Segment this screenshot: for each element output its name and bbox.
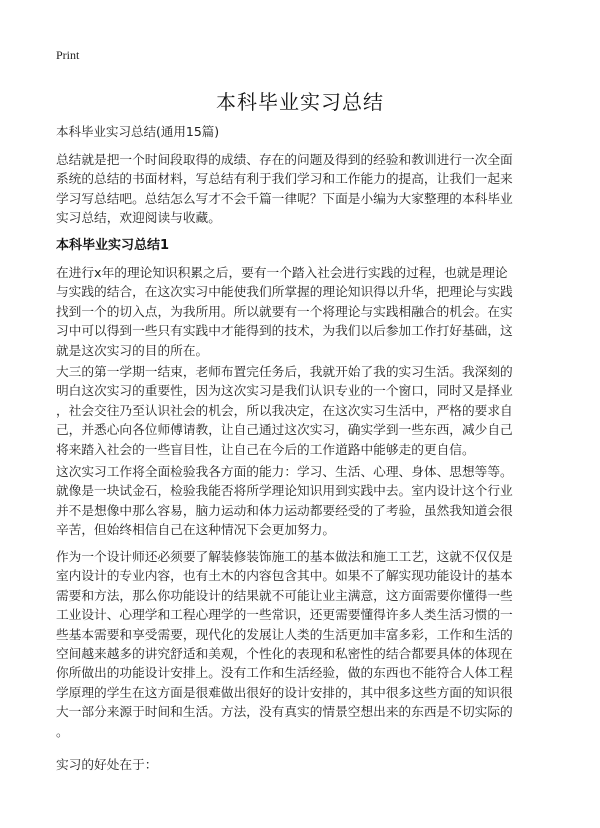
text-line: 并不是想像中那么容易，脑力运动和体力运动都要经受的了考验，虽然我知道会很 bbox=[56, 502, 513, 518]
text-line: 系统的总结的书面材料，写总结有利于我们学习和工作能力的提高，让我们一起来 bbox=[56, 171, 513, 187]
text-line: 将来踏入社会的一些盲目性，让自己在今后的工作道路中能够走的更自信。 bbox=[56, 441, 475, 457]
text-line: 总结就是把一个时间段取得的成绩、存在的问题及得到的经验和教训进行一次全面 bbox=[56, 152, 513, 167]
text-line: 工业设计、心理学和工程心理学的一些常识，还更需要懂得许多人类生活习惯的一 bbox=[56, 607, 513, 623]
body-paragraph-1 bbox=[56, 263, 556, 360]
text-line: 己，并悉心向各位师傅请教，让自己通过这次实习，确实学到一些东西，减少自己 bbox=[56, 422, 513, 438]
text-line: 学习写总结吧。总结怎么写才不会千篇一律呢？下面是小编为大家整理的本科毕业 bbox=[56, 190, 513, 206]
text-line: 实习总结，欢迎阅读与收藏。 bbox=[56, 210, 221, 226]
text-line: ，社会交往乃至认识社会的机会，所以我决定，在这次实习生活中，严格的要求自 bbox=[56, 402, 513, 418]
text-line: 辛苦，但始终相信自己在这种情况下会更加努力。 bbox=[56, 522, 336, 538]
text-line: 作为一个设计师还必须要了解装修装饰施工的基本做法和施工工艺，这就不仅仅是 bbox=[56, 549, 513, 564]
body-paragraph-5 bbox=[56, 755, 556, 774]
text-line: 就像是一块试金石，检验我能否将所学理论知识用到实践中去。室内设计这个行业 bbox=[56, 483, 513, 499]
text-line: 找到一个的切入点，为我所用。所以就要有一个将理论与实践相融合的机会。在实 bbox=[56, 303, 513, 319]
text-line: 与实践的结合，在这次实习中能使我们所掌握的理论知识得以升华，把理论与实践 bbox=[56, 284, 513, 300]
text-line: 大三的第一学期一结束，老师布置完任务后，我就开始了我的实习生活。我深刻的 bbox=[56, 364, 513, 379]
print-label: Print bbox=[56, 48, 80, 62]
text-line: 明白这次实习的重要性，因为这次实习是我们认识专业的一个窗口，同时又是择业 bbox=[56, 383, 513, 399]
text-line: 些基本需要和享受需要，现代化的发展让人类的生活更加丰富多彩，工作和生活的 bbox=[56, 626, 513, 642]
intro-paragraph bbox=[56, 150, 556, 228]
text-line: 你所做出的功能设计安排上。没有工作和生活经验，做的东西也不能符合人体工程 bbox=[56, 665, 513, 681]
text-line: 实习的好处在于： bbox=[56, 757, 158, 772]
body-paragraph-2 bbox=[56, 362, 556, 459]
document-title: 本科毕业实习总结 bbox=[216, 90, 384, 114]
body-paragraph-4 bbox=[56, 547, 556, 741]
text-line: 大一部分来源于时间和生活。方法，没有真实的情景空想出来的东西是不切实际的 bbox=[56, 704, 513, 720]
text-line: 这次实习工作将全面检验我各方面的能力：学习、生活、心理、身体、思想等等。 bbox=[56, 464, 513, 479]
text-line: 。 bbox=[56, 723, 69, 739]
body-paragraph-3 bbox=[56, 462, 556, 540]
text-line: 需要和方法，那么你功能设计的结果就不可能让业主满意，这方面需要你懂得一些 bbox=[56, 587, 513, 603]
document-subtitle: 本科毕业实习总结(通用15篇) bbox=[56, 124, 220, 139]
text-line: 在进行x年的理论知识积累之后，要有一个踏入社会进行实践的过程，也就是理论 bbox=[56, 265, 508, 280]
text-line: 空间越来越多的讲究舒适和美观，个性化的表现和私密性的结合都要具体的体现在 bbox=[56, 646, 513, 662]
text-line: 学原理的学生在这方面是很难做出很好的设计安排的，其中很多这些方面的知识很 bbox=[56, 684, 513, 700]
section-heading: 本科毕业实习总结1 bbox=[56, 238, 170, 253]
text-line: 习中可以得到一些只有实践中才能得到的技术，为我们以后参加工作打好基础，这 bbox=[56, 323, 513, 339]
text-line: 就是这次实习的目的所在。 bbox=[56, 342, 209, 358]
text-line: 室内设计的专业内容，也有土木的内容包含其中。如果不了解实现功能设计的基本 bbox=[56, 568, 513, 584]
